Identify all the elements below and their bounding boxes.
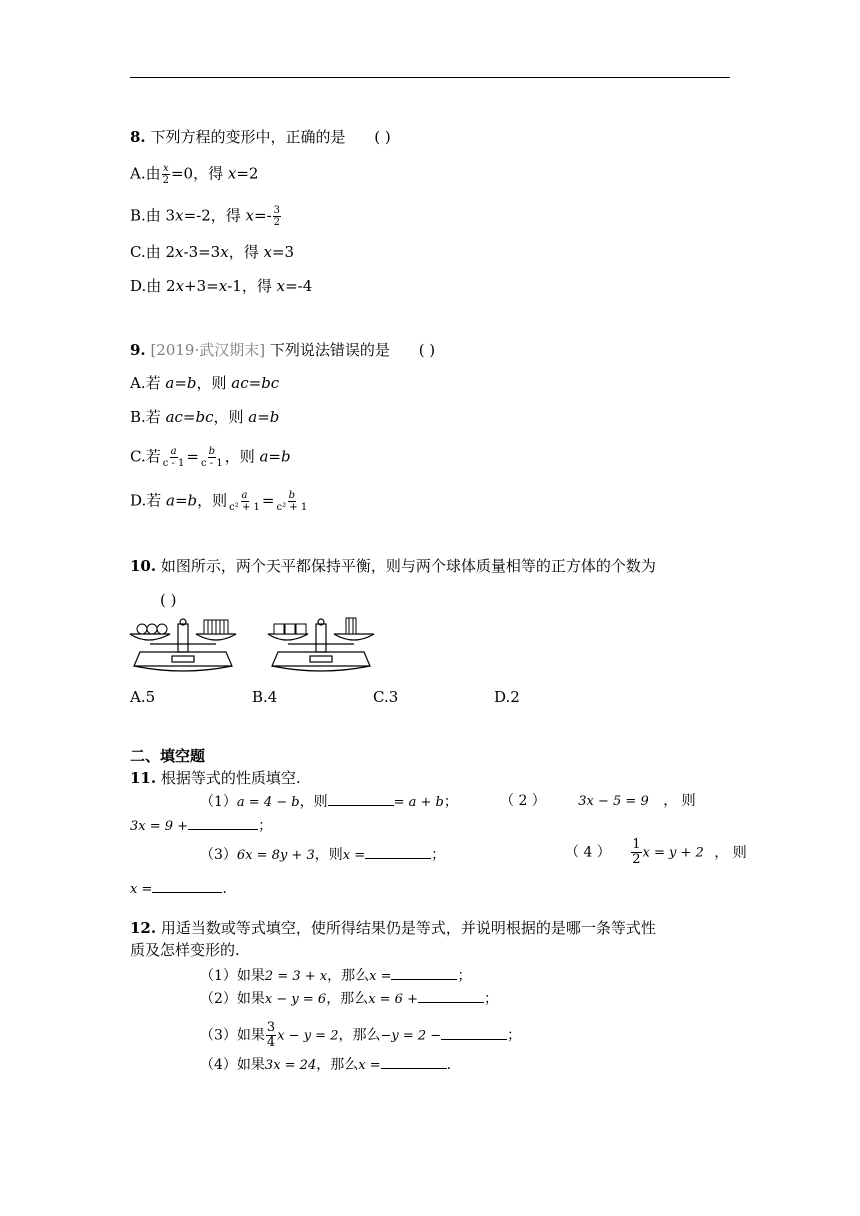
- section-heading: 二、填空题: [130, 747, 206, 765]
- q12-stem-cont: 质及怎样变形的.: [130, 941, 240, 959]
- q9-stem: 9. [2019·武汉期末] 下列说法错误的是 ( ): [130, 341, 436, 359]
- q8-option-b: B.由 3x=-2，得 x=- $\frac{3}{2}$: [130, 205, 281, 228]
- q11-stem: 11. 根据等式的性质填空.: [130, 769, 301, 787]
- q8-option-a: A.由 $\frac{x}{2}$ =0，得 x=2: [130, 163, 259, 186]
- q8-stem: 8. 下列方程的变形中，正确的是 ( ): [130, 128, 391, 146]
- q10-paren: ( ): [160, 591, 177, 609]
- q11-part-1: （1）a = 4 − b，则 = a + b；: [200, 791, 458, 813]
- q11-part-4: （ 4 ） $\frac{1}{2}$ x = y + 2 ， 则: [565, 837, 747, 867]
- q11-blank-2[interactable]: [188, 815, 258, 830]
- q9-option-a: A.若 a=b，则 ac=bc: [130, 374, 280, 392]
- q11-blank-1[interactable]: [328, 791, 394, 806]
- q8-option-d: D.由 2x+3=x-1，得 x=-4: [130, 277, 313, 295]
- header-rule: [130, 77, 730, 78]
- q11-part-4-cont: x = .: [130, 878, 227, 900]
- q12-blank-2[interactable]: [418, 988, 484, 1003]
- q9-option-d: D.若 a=b，则 $\frac{a}{\text{c² + 1}}$ = $\frac{b}{\text{c² + 1}}$: [130, 490, 308, 513]
- q10-option-d: D.2: [494, 688, 520, 706]
- q12-part-4: （4）如果3x = 24，那么x = .: [200, 1054, 451, 1076]
- balance-scale-2: [266, 616, 378, 680]
- balance-scale-1: [128, 616, 240, 680]
- q12-part-3: （3）如果 $\frac{3}{4}$ x − y = 2，那么−y = 2 − ；: [200, 1020, 522, 1050]
- q10-stem: 10. 如图所示，两个天平都保持平衡，则与两个球体质量相等的正方体的个数为: [130, 557, 656, 575]
- q12-blank-3[interactable]: [441, 1025, 507, 1040]
- q10-option-a: A.5: [130, 688, 156, 706]
- q9-option-b: B.若 ac=bc，则 a=b: [130, 408, 280, 426]
- q11-part-2: （ 2 ） 3x − 5 = 9 ， 则: [500, 793, 696, 809]
- q11-blank-3[interactable]: [365, 844, 431, 859]
- q12-blank-4[interactable]: [381, 1054, 447, 1069]
- q11-blank-4[interactable]: [152, 878, 222, 893]
- q12-stem: 12. 用适当数或等式填空，使所得结果仍是等式，并说明根据的是哪一条等式性: [130, 919, 656, 937]
- q12-blank-1[interactable]: [391, 965, 457, 980]
- q11-part-2-cont: 3x = 9 + ；: [130, 815, 272, 837]
- q8-option-c: C.由 2x-3=3x，得 x=3: [130, 243, 295, 261]
- q12-part-2: （2）如果x − y = 6，那么x = 6 + ；: [200, 988, 498, 1010]
- q10-option-c: C.3: [373, 688, 399, 706]
- q9-option-c: C.若 $\frac{a}{c - 1}$ = $\frac{b}{c - 1}$ ，则 a=b: [130, 446, 291, 469]
- q11-part-3: （3）6x = 8y + 3，则x = ；: [200, 844, 445, 866]
- q12-part-1: （1）如果2 = 3 + x，那么x = ；: [200, 965, 471, 987]
- q10-option-b: B.4: [252, 688, 278, 706]
